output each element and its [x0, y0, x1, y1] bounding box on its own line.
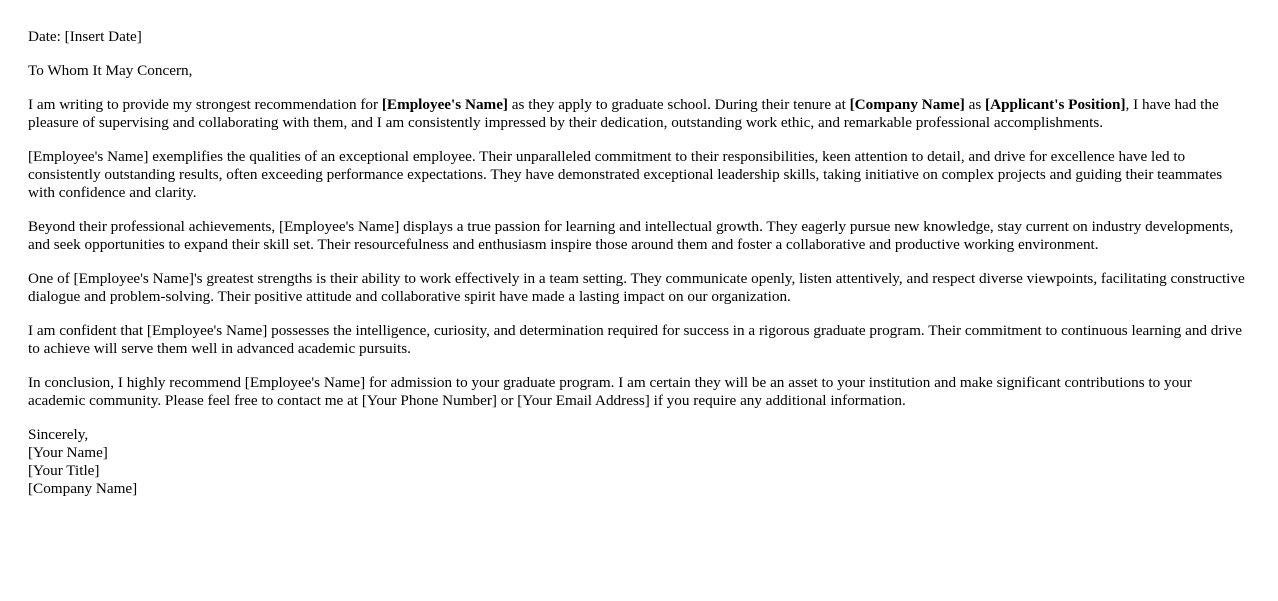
- signer-name: [Your Name]: [28, 444, 108, 461]
- valediction: Sincerely,: [28, 426, 89, 443]
- letter-signature-block: [28, 426, 1250, 498]
- letter-date: Date: [Insert Date]: [28, 28, 142, 45]
- employee-name-bold: [Employee's Name]: [381, 96, 508, 113]
- signer-company: [Company Name]: [28, 480, 138, 497]
- letter-paragraph-learning: Beyond their professional achievements, [Employee's Name] displays a true passion for learning and intellectual growth. They eagerly pursue new knowledge, stay current on industry developments, and seek opportunities to expand their skill set. Their resourcefulness and enthusiasm inspire those around them and foster a collaborative and productive working environment.: [28, 218, 1234, 253]
- letter-salutation: To Whom It May Concern,: [28, 62, 193, 79]
- intro-text-2: as they apply to graduate school. During their tenure at: [508, 96, 850, 113]
- company-name-bold: [Company Name]: [849, 96, 965, 113]
- intro-text-3: as: [964, 96, 986, 113]
- letter-paragraph-confidence: I am confident that [Employee's Name] possesses the intelligence, curiosity, and determination required for success in a rigorous graduate program. Their commitment to continuous learning and drive to achieve will serve them well in advanced academic pursuits.: [28, 322, 1243, 357]
- letter-paragraph-intro: [28, 96, 1250, 132]
- letter-paragraph-qualities: [Employee's Name] exemplifies the qualities of an exceptional employee. Their unparalleled commitment to their responsibilities, keen attention to detail, and drive for excellence have led to consistently outstanding results, often exceeding performance expectations. They have demonstrated exceptional leadership skills, taking initiative on complex projects and guiding their teammates with confidence and clarity.: [28, 148, 1223, 201]
- intro-text-1: I am writing to provide my strongest recommendation for: [28, 96, 382, 113]
- signer-title: [Your Title]: [28, 462, 100, 479]
- letter-paragraph-conclusion: In conclusion, I highly recommend [Employee's Name] for admission to your graduate program. I am certain they will be an asset to your institution and make significant contributions to your academic community. Please feel free to contact me at [Your Phone Number] or [Your Email Address] if you require any additional information.: [28, 374, 1192, 409]
- letter-paragraph-teamwork: One of [Employee's Name]'s greatest strengths is their ability to work effectively in a team setting. They communicate openly, listen attentively, and respect diverse viewpoints, facilitating constructive dialogue and problem-solving. Their positive attitude and collaborative spirit have made a lasting impact on our organization.: [28, 270, 1245, 305]
- intro-text-4: , I have had the pleasure of supervising and collaborating with them, and I am consistently impressed by their dedication, outstanding work ethic, and remarkable professional accomplishments.: [28, 96, 1219, 131]
- recommendation-letter: [28, 28, 1250, 514]
- applicant-position-bold: [Applicant's Position]: [985, 96, 1126, 113]
